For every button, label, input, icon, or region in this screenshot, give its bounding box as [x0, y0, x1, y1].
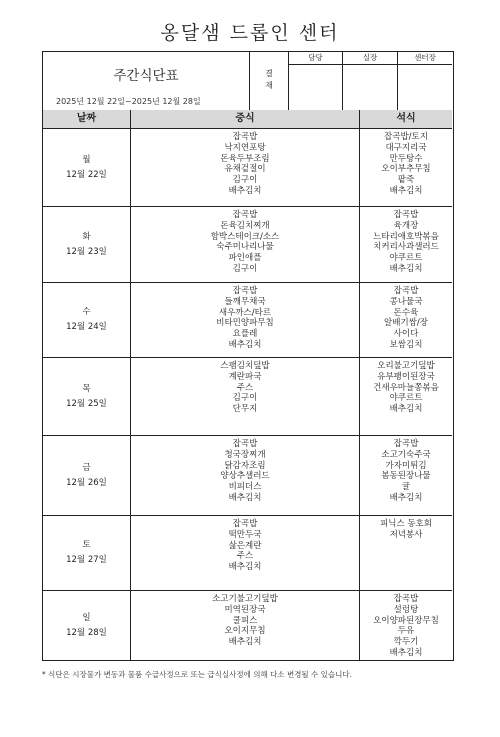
column-header-date: 날짜 [43, 110, 131, 129]
menu-item: 설렁탕 [393, 604, 419, 615]
day-cell [43, 283, 131, 357]
dinner-cell [360, 210, 452, 275]
date-label: 12월 23일 [66, 246, 107, 257]
weekday-label: 일 [82, 612, 91, 623]
dinner-cell [360, 439, 452, 504]
approval-col-manager [289, 52, 343, 110]
menu-item: 낙지연포탕 [224, 142, 266, 153]
menu-title: 주간식단표 [113, 68, 179, 84]
menu-item: 주스 [236, 551, 254, 562]
date-label: 12월 28일 [66, 627, 107, 638]
menu-item: 귤 [401, 482, 411, 493]
menu-item: 청국장찌개 [224, 449, 266, 460]
dinner-cell [360, 594, 452, 659]
day-cell [43, 358, 131, 435]
menu-item: 돈육두부조림 [220, 153, 270, 164]
menu-item: 김구이 [232, 393, 258, 404]
menu-item: 새우까스/타르 [218, 307, 272, 318]
table-row [43, 129, 452, 207]
approval-label-top: 결 [265, 69, 273, 78]
menu-item: 잡곡밥 [393, 286, 419, 296]
menu-item: 삶은계란 [228, 540, 262, 551]
menu-item: 잡곡밥 [232, 439, 258, 449]
menu-item: 배추김치 [389, 263, 423, 274]
menu-item: 잡곡밥 [232, 519, 258, 529]
menu-item: 사이다 [393, 329, 419, 340]
date-label: 12월 26일 [66, 477, 107, 488]
menu-item: 야쿠르트 [389, 393, 423, 404]
lunch-cell [131, 129, 360, 206]
approval-header: 담당 [289, 52, 342, 65]
menu-item: 알배기쌈/장 [384, 318, 428, 329]
menu-item: 잡곡밥/토지 [384, 132, 428, 142]
menu-item: 쿨피스 [232, 615, 258, 626]
menu-item: 비피더스 [228, 482, 262, 493]
footnote: * 식단은 시장물가 변동과 물품 수급사정으로 또는 급식실사정에 의해 다소 변경될 수 있습니다. [42, 670, 353, 679]
menu-item: 잡곡밥 [232, 210, 258, 220]
approval-header: 실장 [343, 52, 397, 65]
menu-item: 만두탕수 [389, 153, 423, 164]
lunch-cell [131, 358, 360, 435]
date-label: 12월 25일 [66, 398, 107, 409]
menu-item: 오리불고기덮밥 [377, 361, 435, 371]
weekday-label: 금 [82, 462, 91, 473]
menu-item: 소고기숙주국 [381, 449, 431, 460]
lunch-cell [131, 591, 360, 660]
menu-item: 스팸김치덮밥 [220, 361, 270, 371]
weekday-label: 화 [82, 231, 91, 242]
menu-item: 오이지무침 [224, 626, 266, 637]
day-cell [43, 129, 131, 206]
lunch-cell [131, 207, 360, 282]
day-cell [43, 591, 131, 660]
menu-item: 봄동된장나물 [381, 471, 431, 482]
day-cell [43, 436, 131, 515]
menu-item: 두유 [397, 626, 415, 637]
menu-item: 팥죽 [397, 175, 415, 186]
date-label: 12월 24일 [66, 322, 107, 332]
weekday-label: 월 [82, 154, 91, 165]
menu-item: 잡곡밥 [232, 132, 258, 142]
menu-item: 계란파국 [228, 371, 262, 382]
menu-item: 잡곡밥 [232, 286, 258, 296]
menu-item: 건새우마늘쫑볶음 [373, 382, 439, 393]
menu-item: 닭감자조림 [224, 460, 266, 471]
menu-item: 유부팽이된장국 [377, 371, 435, 382]
weekday-label: 목 [82, 383, 91, 394]
day-cell [43, 207, 131, 282]
lunch-cell [131, 436, 360, 515]
menu-title-block [43, 52, 249, 110]
menu-item: 배추김치 [389, 647, 423, 658]
table-row [43, 516, 452, 591]
date-label: 12월 22일 [66, 169, 107, 180]
menu-item: 보쌈김치 [389, 339, 423, 350]
column-header-dinner: 석식 [360, 110, 452, 129]
menu-item: 배추김치 [228, 637, 262, 648]
menu-item: 비타민양파무침 [216, 318, 274, 329]
menu-item: 김구이 [232, 263, 258, 274]
table-row [43, 207, 452, 283]
weekly-menu-table [42, 51, 454, 661]
menu-item: 잡곡밥 [393, 594, 419, 604]
menu-item: 배추김치 [389, 404, 423, 415]
menu-item: 야쿠르트 [389, 253, 423, 264]
table-header [43, 52, 452, 111]
approval-col-director [343, 52, 398, 110]
dinner-cell [360, 286, 452, 351]
menu-item: 대구지리국 [385, 142, 427, 153]
menu-item: 배추김치 [389, 185, 423, 196]
table-row [43, 283, 452, 358]
menu-item: 배추김치 [228, 185, 262, 196]
center-title: 옹달샘 드롭인 센터 [160, 22, 340, 44]
menu-item: 피닉스 동호회 [380, 519, 432, 529]
dinner-cell [360, 361, 452, 415]
menu-item: 오이양파된장무침 [373, 615, 439, 626]
menu-item: 미역된장국 [224, 604, 266, 615]
menu-item: 콩나물국 [389, 296, 423, 307]
lunch-cell [131, 283, 360, 357]
menu-item: 파인애플 [228, 253, 262, 264]
menu-item: 치커리사과샐러드 [373, 242, 439, 253]
menu-item: 가자미튀김 [385, 460, 427, 471]
menu-item: 들깨무채국 [224, 296, 266, 307]
menu-item: 저녁봉사 [389, 529, 423, 540]
menu-item: 돈수육 [393, 307, 419, 318]
approval-label-bottom: 재 [265, 81, 273, 90]
dinner-cell [360, 132, 452, 197]
table-row [43, 436, 452, 516]
approval-col-center-head [398, 52, 452, 110]
menu-item: 주스 [236, 382, 254, 393]
menu-item: 떡만두국 [228, 529, 262, 540]
menu-item: 김구이 [232, 175, 258, 186]
menu-item: 소고기불고기덮밥 [212, 594, 278, 604]
dinner-cell [360, 519, 452, 541]
menu-item: 느타리애호박볶음 [373, 231, 439, 242]
weekday-label: 수 [82, 307, 91, 317]
menu-item: 배추김치 [228, 492, 262, 503]
menu-item: 오이부추무침 [381, 164, 431, 175]
weekday-label: 토 [82, 540, 91, 550]
menu-item: 배추김치 [228, 339, 262, 350]
menu-item: 잡곡밥 [393, 439, 419, 449]
menu-item: 단무지 [232, 404, 258, 415]
date-range: 2025년 12월 22일~2025년 12월 28일 [56, 97, 201, 106]
menu-item: 양상추샐러드 [220, 471, 270, 482]
menu-item: 배추김치 [389, 492, 423, 503]
menu-item: 육개장 [393, 220, 419, 231]
menu-item: 배추김치 [228, 562, 262, 573]
menu-item: 함박스테이크/소스 [210, 231, 280, 242]
menu-item: 돈육김치찌개 [220, 220, 270, 231]
approval-label [249, 52, 289, 110]
menu-item: 유채겉절이 [224, 164, 266, 175]
date-label: 12월 27일 [66, 555, 107, 565]
approval-header: 센터장 [398, 52, 452, 65]
day-cell [43, 516, 131, 590]
column-header-lunch: 중식 [131, 110, 360, 129]
menu-item: 깍두기 [393, 637, 419, 648]
lunch-cell [131, 516, 360, 590]
menu-item: 잡곡밥 [393, 210, 419, 220]
menu-item: 요플레 [232, 329, 258, 340]
table-row [43, 591, 452, 660]
menu-item: 숙주미나리나물 [216, 242, 274, 253]
table-row [43, 358, 452, 436]
